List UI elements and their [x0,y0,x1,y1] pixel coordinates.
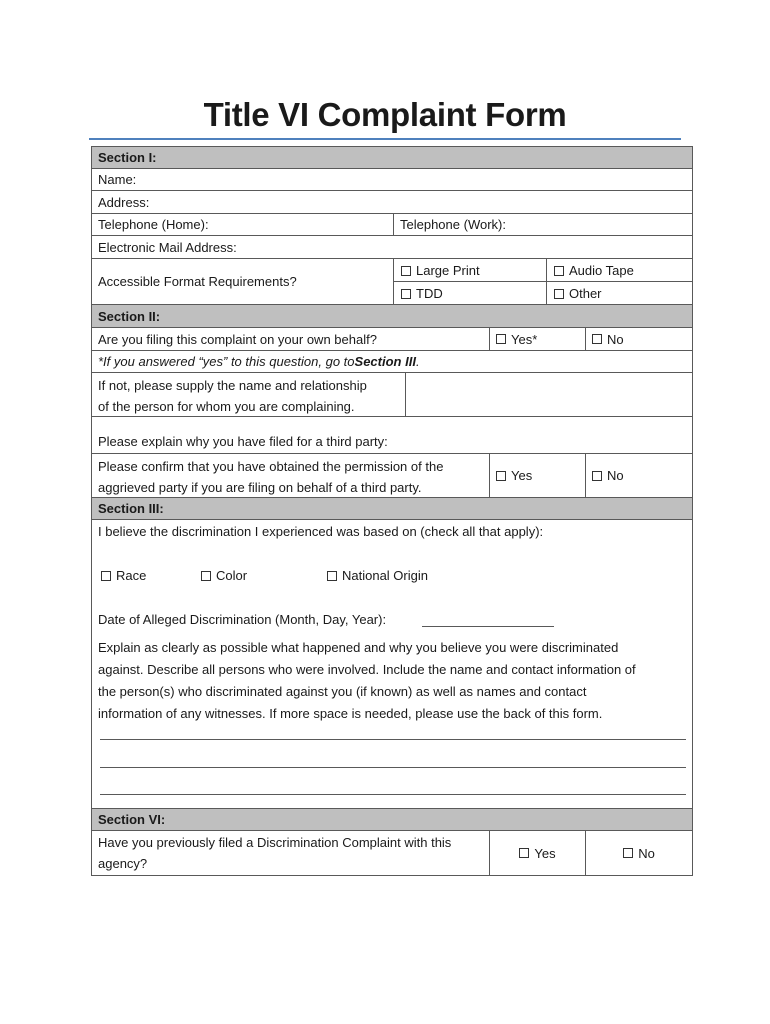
telephone-work-field[interactable] [394,214,692,235]
third-party-explain-row[interactable] [91,417,693,454]
permission-row [91,454,693,498]
explain-line-3[interactable] [100,794,686,795]
checkbox-icon[interactable] [623,848,633,858]
checkbox-icon[interactable] [554,266,564,276]
address-row[interactable] [91,191,693,214]
other-option[interactable]: Other [554,286,602,301]
section-1-header [91,146,693,169]
section-2-title: Section II: [98,308,161,324]
third-party-name-label: If not, please supply the name and relationship of the person for whom you are complaining. [98,378,367,414]
checkbox-icon[interactable] [496,334,506,344]
explain-line-1[interactable] [100,739,686,740]
tdd-option[interactable]: TDD [401,286,443,301]
section-1-title: Section I: [98,150,157,165]
date-label: Date of Alleged Discrimination (Month, Day, Year): [98,612,387,627]
section-3-note: *If you answered “yes” to this question, go to Section III . [98,354,420,369]
previous-complaint-row [91,831,693,876]
checkbox-icon[interactable] [592,471,602,481]
checkbox-icon[interactable] [101,571,111,581]
section-3-link-text: Section III [354,354,416,369]
section-3-body [91,520,693,809]
own-behalf-question: Are you filing this complaint on your own behalf? [98,331,377,347]
checkbox-icon[interactable] [496,471,506,481]
large-print-option[interactable]: Large Print [401,263,480,278]
own-behalf-yes[interactable]: Yes* [490,328,585,350]
previous-complaint-no[interactable]: No [586,831,692,875]
checkbox-icon[interactable] [592,334,602,344]
title-underline [89,138,681,140]
previous-complaint-question: Have you previously filed a Discrimination Complaint with this agency? [98,835,452,871]
address-label: Address: [98,194,150,210]
third-party-name-field[interactable] [406,373,692,416]
date-field[interactable] [422,626,554,627]
third-party-name-row [91,373,693,417]
explain-instructions: Explain as clearly as possible what happened and why you believe you were discriminated against. Describe all persons who were involved. Include the name and contact information of the person(s) who discriminated against you (if known) as well as names and contact information of any witnesses. If more space is needed, please use the back of this form. [98,640,636,721]
checkbox-icon[interactable] [401,266,411,276]
page-title: Title VI Complaint Form [203,96,567,133]
email-label: Electronic Mail Address: [98,239,237,255]
name-label: Name: [98,172,137,187]
section-2-header [91,305,693,328]
permission-no[interactable]: No [586,454,692,497]
section-6-header [91,809,693,831]
accessible-format-label: Accessible Format Requirements? [98,274,297,289]
checkbox-icon[interactable] [554,289,564,299]
checkbox-icon[interactable] [201,571,211,581]
telephone-home-label: Telephone (Home): [98,217,209,232]
checkbox-icon[interactable] [519,848,529,858]
own-behalf-no[interactable]: No [586,328,692,350]
telephone-row [91,214,693,236]
national-origin-option[interactable]: National Origin [327,568,428,583]
accessible-format-row [91,259,693,305]
name-row[interactable] [91,169,693,191]
own-behalf-row [91,328,693,351]
section-3-title: Section III: [98,501,164,516]
note-row [91,351,693,373]
third-party-explain-label: Please explain why you have filed for a third party: [98,434,388,449]
telephone-work-label: Telephone (Work): [400,217,506,232]
permission-question: Please confirm that you have obtained the permission of the aggrieved party if you are filing on behalf of a third party. [98,459,444,495]
audio-tape-option[interactable]: Audio Tape [554,263,634,278]
telephone-home-field[interactable] [92,214,393,235]
permission-yes[interactable]: Yes [490,454,585,497]
section-6-title: Section VI: [98,812,166,827]
basis-question: I believe the discrimination I experienced was based on (check all that apply): [98,524,544,539]
complaint-form [91,146,693,876]
checkbox-icon[interactable] [401,289,411,299]
section-3-header [91,498,693,520]
explain-line-2[interactable] [100,767,686,768]
checkbox-icon[interactable] [327,571,337,581]
race-option[interactable]: Race [101,568,146,583]
previous-complaint-yes[interactable]: Yes [490,831,585,875]
email-row[interactable] [91,236,693,259]
color-option[interactable]: Color [201,568,247,583]
